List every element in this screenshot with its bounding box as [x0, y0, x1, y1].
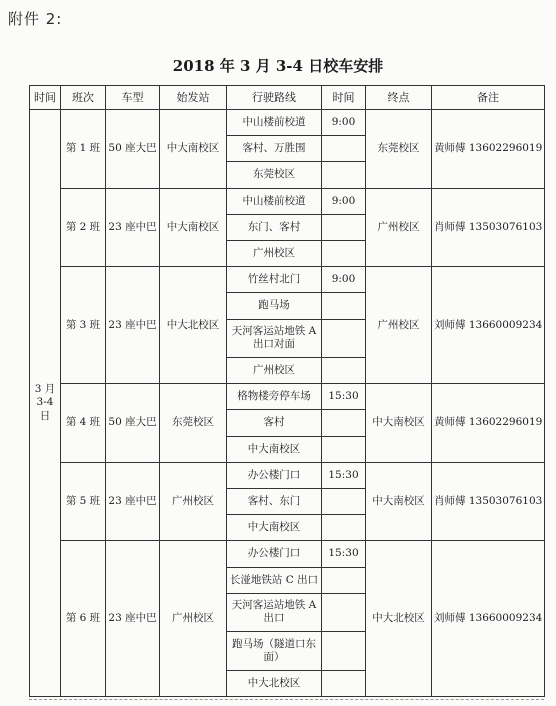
route-stop: 中山楼前校道 [227, 188, 322, 214]
route-stop: 广州校区 [227, 241, 322, 267]
route-stop: 办公楼门口 [227, 541, 322, 567]
route-stop: 办公楼门口 [227, 462, 322, 488]
header-time: 时间 [30, 86, 61, 110]
vehicle-cell: 23 座中巴 [106, 462, 160, 541]
note-cell: 肖师傅 13503076103 [432, 188, 545, 267]
route-stop: 广州校区 [227, 357, 322, 383]
note-cell: 肖师傅 13503076103 [432, 462, 545, 541]
route-stop: 中山楼前校道 [227, 110, 322, 136]
header-route: 行驶路线 [227, 86, 322, 110]
table-row [30, 188, 545, 214]
vehicle-cell: 50 座大巴 [106, 110, 160, 189]
table-row [30, 384, 545, 410]
table-row [30, 541, 545, 567]
depart-time-empty [322, 214, 366, 240]
route-stop: 中大南校区 [227, 436, 322, 462]
note-cell: 刘师傅 13660009234 [432, 541, 545, 697]
depart-time-cell: 15:30 [322, 462, 366, 488]
depart-time-cell: 15:30 [322, 541, 366, 567]
depart-time-empty [322, 632, 366, 670]
shift-cell: 第 5 班 [61, 462, 106, 541]
header-destination: 终点 [366, 86, 432, 110]
shift-cell: 第 3 班 [61, 267, 106, 384]
table-row [30, 110, 545, 136]
route-stop: 天河客运站地铁 A 出口 [227, 593, 322, 631]
header-row [30, 86, 545, 110]
origin-cell: 中大南校区 [160, 110, 227, 189]
note-cell: 黄师傅 13602296019 [432, 110, 545, 189]
vehicle-cell: 23 座中巴 [106, 541, 160, 697]
origin-cell: 广州校区 [160, 462, 227, 541]
vehicle-cell: 50 座大巴 [106, 384, 160, 463]
route-stop: 天河客运站地铁 A 出口对面 [227, 319, 322, 357]
shift-cell: 第 4 班 [61, 384, 106, 463]
depart-time-cell: 9:00 [322, 267, 366, 293]
depart-time-empty [322, 241, 366, 267]
route-stop: 竹丝村北门 [227, 267, 322, 293]
route-stop: 客村、东门 [227, 489, 322, 515]
shift-cell: 第 2 班 [61, 188, 106, 267]
shift-cell: 第 1 班 [61, 110, 106, 189]
destination-cell: 中大北校区 [366, 541, 432, 697]
route-stop: 东莞校区 [227, 162, 322, 188]
depart-time-empty [322, 357, 366, 383]
origin-cell: 东莞校区 [160, 384, 227, 463]
depart-time-empty [322, 489, 366, 515]
depart-time-empty [322, 162, 366, 188]
depart-time-empty [322, 593, 366, 631]
shift-cell: 第 6 班 [61, 541, 106, 697]
origin-cell: 中大南校区 [160, 188, 227, 267]
page-edge-line [29, 699, 544, 700]
note-cell: 刘师傅 13660009234 [432, 267, 545, 384]
note-cell: 黄师傅 13602296019 [432, 384, 545, 463]
vehicle-cell: 23 座中巴 [106, 188, 160, 267]
origin-cell: 广州校区 [160, 541, 227, 697]
depart-time-empty [322, 293, 366, 319]
route-stop: 跑马场（隧道口东 面） [227, 632, 322, 670]
destination-cell: 中大南校区 [366, 384, 432, 463]
header-note: 备注 [432, 86, 545, 110]
destination-cell: 中大南校区 [366, 462, 432, 541]
destination-cell: 东莞校区 [366, 110, 432, 189]
attachment-label: 附件 2: [8, 10, 63, 28]
route-stop: 中大南校区 [227, 515, 322, 541]
header-shift: 班次 [61, 86, 106, 110]
depart-time-cell: 15:30 [322, 384, 366, 410]
route-stop: 客村、万胜围 [227, 136, 322, 162]
header-depart-time: 时间 [322, 86, 366, 110]
destination-cell: 广州校区 [366, 267, 432, 384]
depart-time-empty [322, 670, 366, 696]
route-stop: 格物楼旁停车场 [227, 384, 322, 410]
header-vehicle: 车型 [106, 86, 160, 110]
depart-time-cell: 9:00 [322, 188, 366, 214]
schedule-body [30, 110, 545, 697]
table-row [30, 462, 545, 488]
route-stop: 客村 [227, 410, 322, 436]
document-title: 2018 年 3 月 3-4 日校车安排 [172, 57, 384, 75]
date-cell: 3 月 3-4 日 [30, 110, 61, 697]
depart-time-cell: 9:00 [322, 110, 366, 136]
depart-time-empty [322, 567, 366, 593]
depart-time-empty [322, 515, 366, 541]
depart-time-empty [322, 136, 366, 162]
depart-time-empty [322, 436, 366, 462]
route-stop: 跑马场 [227, 293, 322, 319]
vehicle-cell: 23 座中巴 [106, 267, 160, 384]
table-row [30, 267, 545, 293]
route-stop: 东门、客村 [227, 214, 322, 240]
header-origin: 始发站 [160, 86, 227, 110]
destination-cell: 广州校区 [366, 188, 432, 267]
schedule-table [29, 85, 545, 697]
depart-time-empty [322, 410, 366, 436]
depart-time-empty [322, 319, 366, 357]
route-stop: 中大北校区 [227, 670, 322, 696]
route-stop: 长湴地铁站 C 出口 [227, 567, 322, 593]
origin-cell: 中大北校区 [160, 267, 227, 384]
